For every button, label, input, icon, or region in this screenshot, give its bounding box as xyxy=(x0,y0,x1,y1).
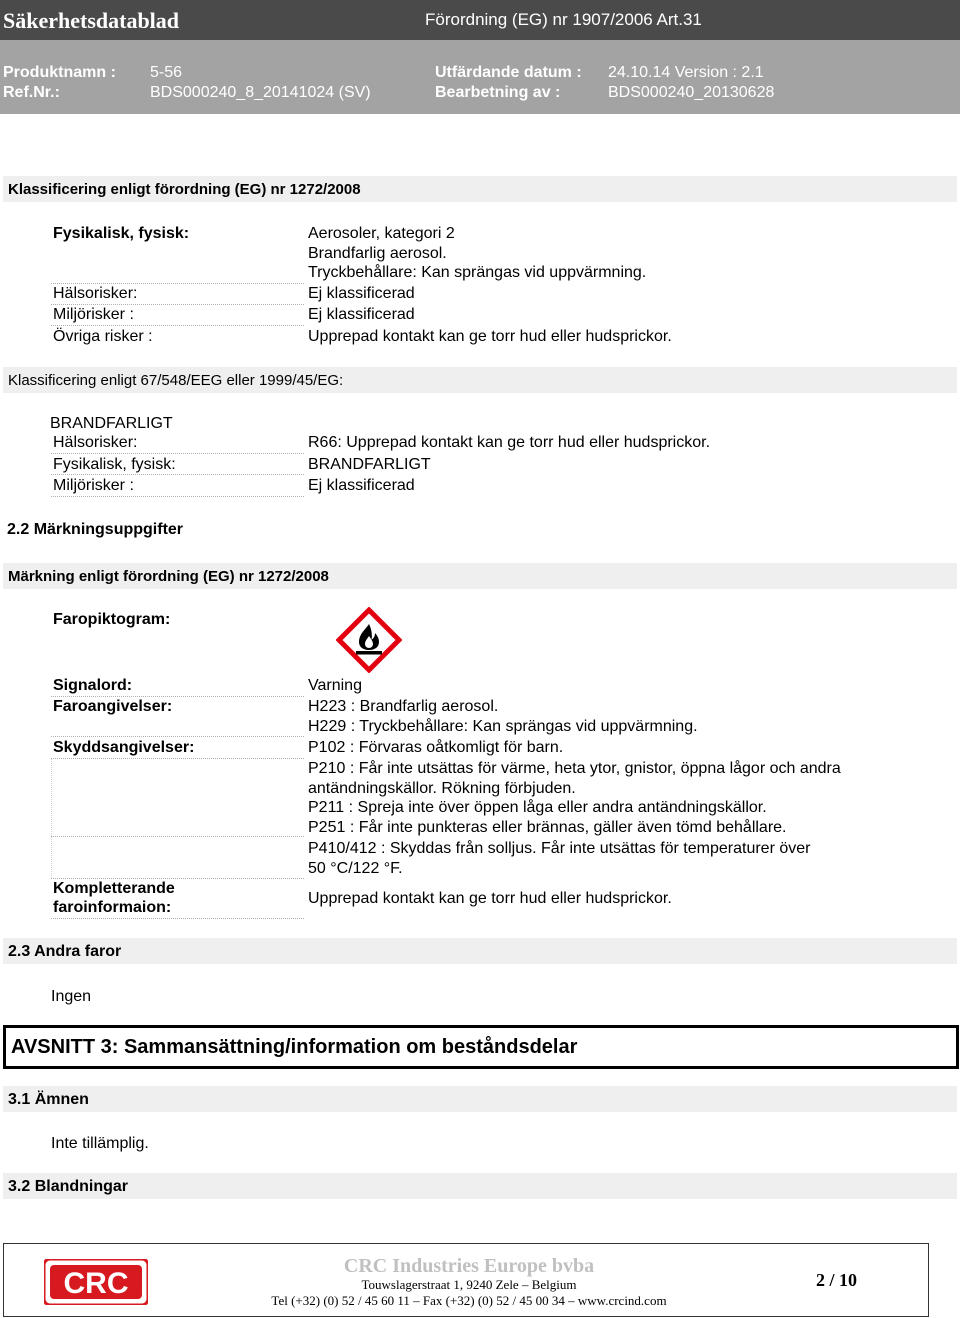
other-hazards-value: Ingen xyxy=(51,988,92,1005)
dsd-symbol: BRANDFARLIGT xyxy=(50,415,173,432)
dsd-physical-label: Fysikalisk, fysisk: xyxy=(53,456,176,473)
clp-physical-label: Fysikalisk, fysisk: xyxy=(53,225,190,242)
clp-env-label: Miljörisker : xyxy=(53,306,134,323)
precautionary-statement: P211 : Spreja inte över öppen låga eller andra antändningskällor. xyxy=(308,799,767,816)
clp-health-label: Hälsorisker: xyxy=(53,285,138,302)
regulation-reference: Förordning (EG) nr 1907/2006 Art.31 xyxy=(425,10,702,29)
divider xyxy=(51,474,304,475)
logo-text: CRC xyxy=(63,1267,129,1300)
labelling-heading: Märkning enligt förordning (EG) nr 1272/2008 xyxy=(3,563,957,589)
section-2-2-heading: 2.2 Märkningsuppgifter xyxy=(7,521,184,538)
substances-value: Inte tillämplig. xyxy=(51,1135,149,1152)
signal-word-label: Signalord: xyxy=(53,677,133,694)
divider xyxy=(51,878,304,879)
precautionary-statement: P251 : Får inte punkteras eller brännas, gäller även tömd behållare. xyxy=(308,819,787,836)
divider xyxy=(51,758,304,759)
revision-label: Bearbetning av : xyxy=(435,84,561,101)
supplementary-info-label: faroinformaion: xyxy=(53,899,172,916)
ref-number-label: Ref.Nr.: xyxy=(3,84,60,101)
issue-date-label: Utfärdande datum : xyxy=(435,64,582,81)
divider xyxy=(51,325,304,326)
dsd-env-value: Ej klassificerad xyxy=(308,477,415,494)
header-band xyxy=(0,0,960,40)
header-info xyxy=(0,40,960,114)
divider xyxy=(51,696,304,697)
clp-other-value: Upprepad kontakt kan ge torr hud eller hudsprickor. xyxy=(308,328,672,345)
hazard-statement: H229 : Tryckbehållare: Kan sprängas vid uppvärmning. xyxy=(308,718,698,735)
supplementary-info-value: Upprepad kontakt kan ge torr hud eller hudsprickor. xyxy=(308,890,672,907)
section-2-3-heading: 2.3 Andra faror xyxy=(3,938,957,964)
precautionary-statement: P210 : Får inte utsättas för värme, heta ytor, gnistor, öppna lågor och andra xyxy=(308,760,841,777)
divider xyxy=(51,283,304,284)
dsd-classification-heading: Klassificering enligt 67/548/EEG eller 1999/45/EG: xyxy=(3,367,957,393)
product-name-value: 5-56 xyxy=(150,64,183,81)
signal-word-value: Varning xyxy=(308,677,362,694)
precautionary-statement: P410/412 : Skyddas från solljus. Får inte utsättas för temperaturer över xyxy=(308,840,811,857)
divider xyxy=(51,736,304,737)
clp-health-value: Ej klassificerad xyxy=(308,285,415,302)
divider xyxy=(51,304,304,305)
ref-number-value: BDS000240_8_20141024 (SV) xyxy=(150,84,371,101)
hazard-statements-label: Faroangivelser: xyxy=(53,698,173,715)
precautionary-statements-label: Skyddsangivelser: xyxy=(53,739,195,756)
clp-env-value: Ej klassificerad xyxy=(308,306,415,323)
crc-logo xyxy=(44,1259,148,1305)
divider xyxy=(51,453,304,454)
document-title: Säkerhetsdatablad xyxy=(3,8,180,33)
clp-classification-heading: Klassificering enligt förordning (EG) nr 1272/2008 xyxy=(3,176,957,202)
dsd-env-label: Miljörisker : xyxy=(53,477,134,494)
revision-value: BDS000240_20130628 xyxy=(608,84,775,101)
section-3-2-heading: 3.2 Blandningar xyxy=(3,1173,957,1199)
issue-date-value: 24.10.14 Version : 2.1 xyxy=(608,64,764,81)
dsd-health-value: R66: Upprepad kontakt kan ge torr hud eller hudsprickor. xyxy=(308,434,711,451)
pictogram-label: Faropiktogram: xyxy=(53,611,171,628)
footer xyxy=(3,1243,929,1317)
section-3-1-heading: 3.1 Ämnen xyxy=(3,1086,957,1112)
clp-physical-value: Aerosoler, kategori 2 xyxy=(308,225,455,242)
divider xyxy=(51,836,304,837)
footer-address: Touwslagerstraat 1, 9240 Zele – Belgium xyxy=(361,1277,577,1292)
footer-company: CRC Industries Europe bvba xyxy=(343,1255,595,1277)
clp-physical-value: Brandfarlig aerosol. xyxy=(308,245,447,262)
clp-physical-value: Tryckbehållare: Kan sprängas vid uppvärmning. xyxy=(308,264,647,281)
flame-icon xyxy=(336,607,402,673)
supplementary-info-label: Kompletterande xyxy=(53,880,175,897)
precautionary-statement: 50 °C/122 °F. xyxy=(308,860,403,877)
divider xyxy=(51,918,304,919)
footer-contact: Tel (+32) (0) 52 / 45 60 11 – Fax (+32) (0) 52 / 45 00 34 – www.crcind.com xyxy=(271,1293,667,1308)
dsd-physical-value: BRANDFARLIGT xyxy=(308,456,431,473)
precautionary-statement: antändningskällor. Rökning förbjuden. xyxy=(308,780,576,797)
divider xyxy=(51,758,52,878)
dsd-health-label: Hälsorisker: xyxy=(53,434,138,451)
clp-other-label: Övriga risker : xyxy=(53,328,153,345)
divider xyxy=(51,496,304,497)
page-number: 2 / 10 xyxy=(816,1270,858,1290)
section-3-title: AVSNITT 3: Sammansättning/information om beståndsdelar xyxy=(3,1025,959,1069)
product-name-label: Produktnamn : xyxy=(3,64,116,81)
precautionary-statement: P102 : Förvaras oåtkomligt för barn. xyxy=(308,739,564,756)
hazard-statement: H223 : Brandfarlig aerosol. xyxy=(308,698,499,715)
